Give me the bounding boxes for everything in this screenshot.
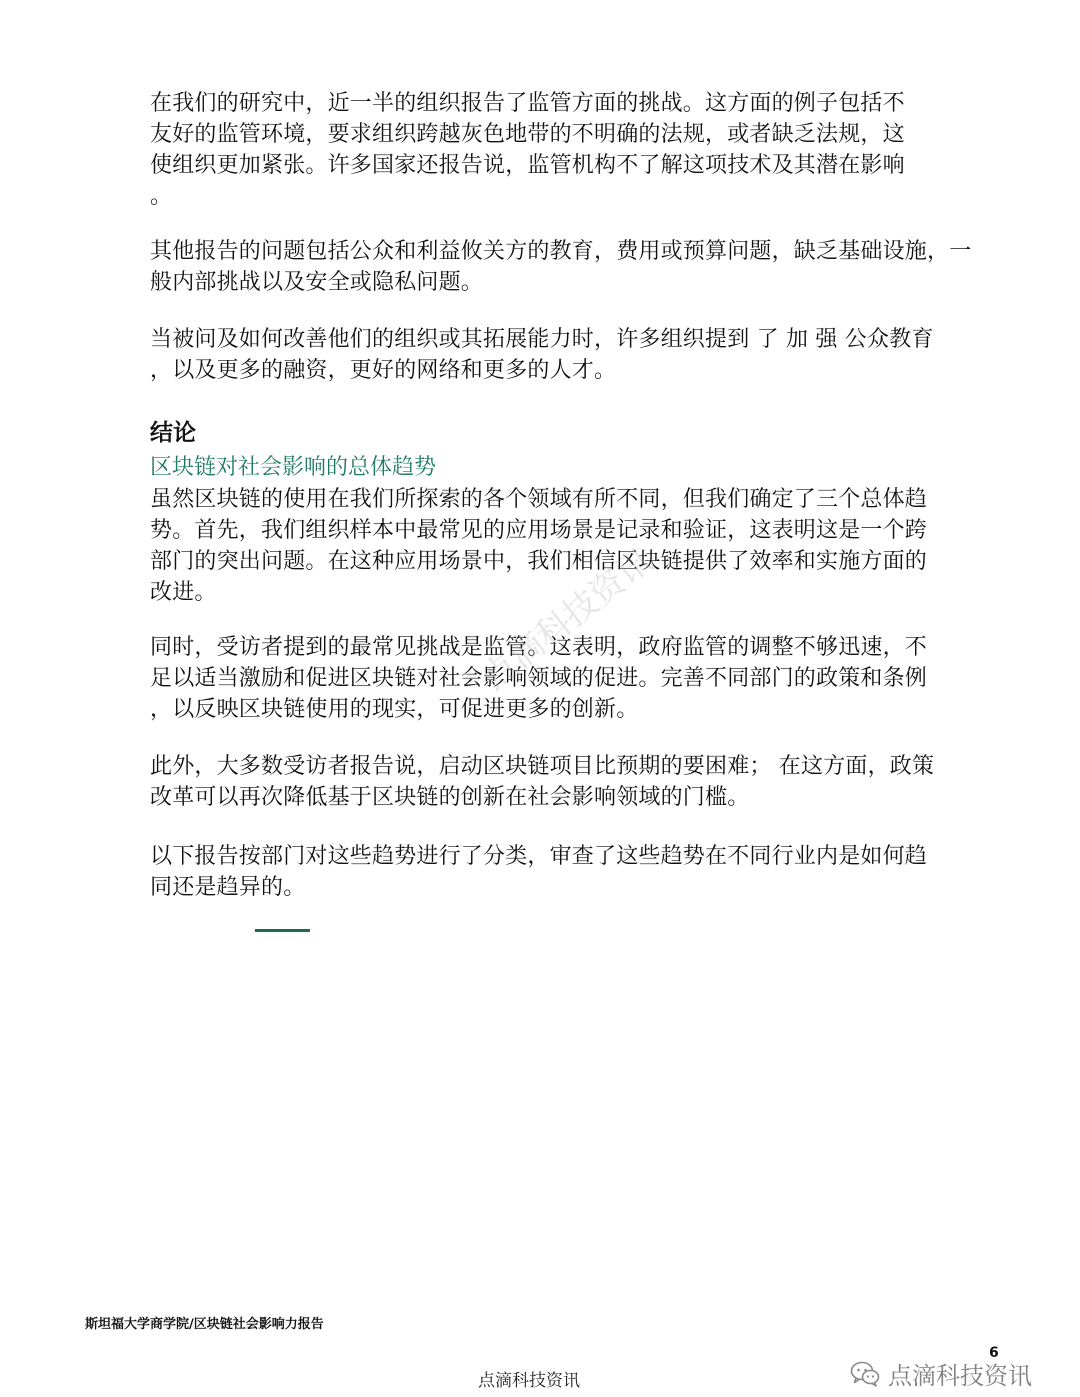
text-line: 般内部挑战以及安全或隐私问题。 (150, 270, 484, 295)
text-line: ，以反映区块链使用的现实，可促进更多的创新。 (150, 697, 639, 722)
paragraph-improvements (150, 324, 990, 386)
footer-source: 点滴科技资讯 (478, 1371, 580, 1391)
text-line: 使组织更加紧张。许多国家还报告说，监管机构不了解这项技术及其潜在影响 (150, 153, 905, 178)
wechat-account-badge (850, 1356, 1032, 1391)
wechat-badge-label: 点滴科技资讯 (888, 1362, 1032, 1390)
text-line: 足以适当激励和促进区块链对社会影响领域的促进。完善不同部门的政策和条例 (150, 666, 928, 691)
text-line: 改进。 (150, 580, 217, 605)
text-line: 友好的监管环境，要求组织跨越灰色地带的不明确的法规，或者缺乏法规，这 (150, 122, 905, 147)
text-line: 当被问及如何改善他们的组织或其拓展能力时，许多组织提到 了 加 强 公众教育 (150, 327, 934, 352)
text-line: ，以及更多的融资，更好的网络和更多的人才。 (150, 358, 617, 383)
text-line: 。 (150, 184, 173, 209)
section-heading: 结论 (150, 420, 196, 446)
wechat-icon (850, 1361, 880, 1387)
paragraph-regulatory-challenges (150, 88, 990, 212)
text-line: 势。首先，我们组织样本中最常见的应用场景是记录和验证，这表明这是一个跨 (150, 518, 928, 543)
paragraph-classification (150, 841, 990, 903)
text-line: 在我们的研究中，近一半的组织报告了监管方面的挑战。这方面的例子包括不 (150, 91, 905, 116)
text-line: 改革可以再次降低基于区块链的创新在社会影响领域的门槛。 (150, 785, 750, 810)
accent-divider (255, 929, 310, 932)
text-line: 同还是趋异的。 (150, 875, 306, 900)
paragraph-difficulty (150, 751, 990, 813)
text-line: 虽然区块链的使用在我们所探索的各个领域有所不同，但我们确定了三个总体趋 (150, 487, 928, 512)
text-line: 其他报告的问题包括公众和利益攸关方的教育，费用或预算问题，缺乏基础设施，一 (150, 239, 972, 264)
text-line: 部门的突出问题。在这种应用场景中，我们相信区块链提供了效率和实施方面的 (150, 549, 928, 574)
section-subheading: 区块链对社会影响的总体趋势 (150, 455, 437, 480)
footer-report-title: 斯坦福大学商学院/区块链社会影响力报告 (85, 1317, 324, 1332)
text-line: 同时，受访者提到的最常见挑战是监管。这表明，政府监管的调整不够迅速，不 (150, 635, 928, 660)
paragraph-regulation-challenge (150, 632, 990, 725)
watermark: 点滴科技资讯 (474, 540, 661, 698)
text-line: 以下报告按部门对这些趋势进行了分类，审查了这些趋势在不同行业内是如何趋 (150, 844, 928, 869)
paragraph-other-issues (150, 236, 990, 298)
text-line: 此外，大多数受访者报告说，启动区块链项目比预期的要困难； 在这方面，政策 (150, 754, 935, 779)
page-number: 6 (989, 1345, 999, 1361)
